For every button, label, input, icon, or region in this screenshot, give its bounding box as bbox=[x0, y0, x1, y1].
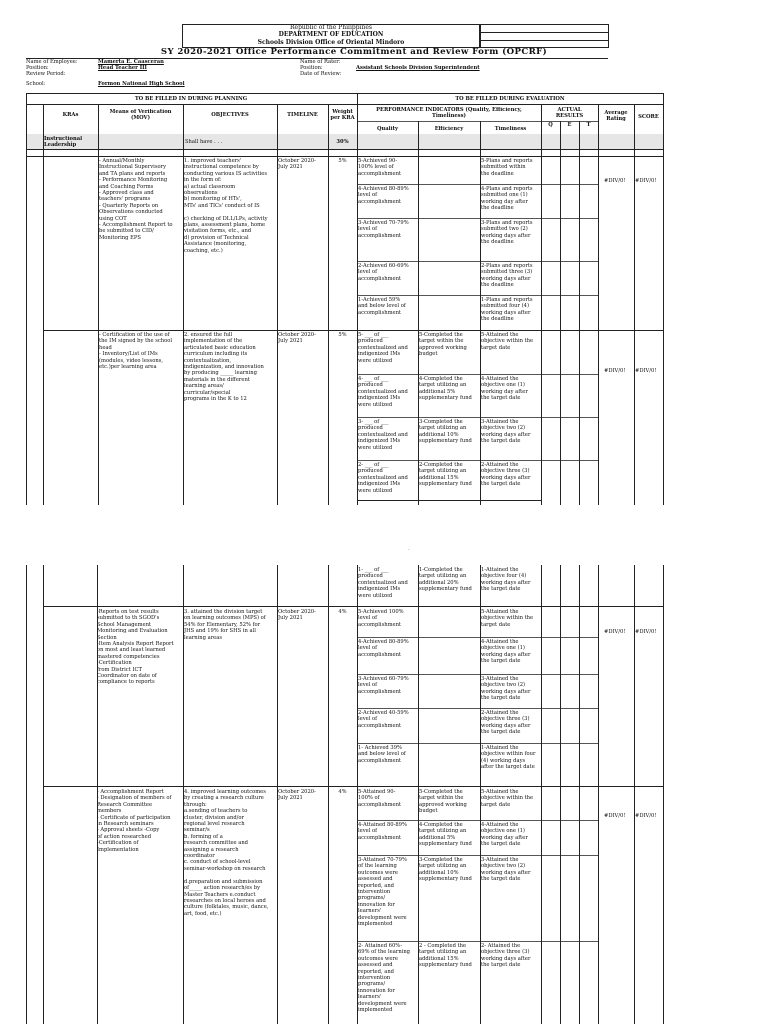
col-line bbox=[277, 104, 278, 156]
objective-2-quality-5: 5- ___ of ___ produced contextualized and indigenized IMs were utilized bbox=[358, 332, 408, 364]
objective-1-timeliness-2: 2-Plans and reports submitted three (3) working days after the deadline bbox=[481, 263, 533, 289]
header-score: SCORE bbox=[638, 114, 659, 120]
objective-4-efficiency-5: 5-Completed the target within the approved working budget bbox=[419, 789, 467, 815]
label-date-review: Date of Review: bbox=[300, 71, 342, 77]
objective-3-bottom bbox=[43, 786, 663, 787]
objective-3-quality-2: 2-Achieved 40-59% level of accomplishment bbox=[358, 710, 409, 729]
col-line bbox=[598, 104, 599, 156]
label-employee: Name of Employee: bbox=[26, 59, 78, 65]
row-line bbox=[357, 743, 598, 744]
perf-subheader-line bbox=[357, 121, 541, 122]
header-divider bbox=[480, 40, 609, 41]
col-line bbox=[663, 93, 664, 156]
col-line bbox=[541, 156, 542, 505]
col-line bbox=[480, 565, 481, 1024]
objective-2-mov: - Certification of the use of the IM signed by the school head - Inventory/List of IMs (modules, video lessons, etc.)per learning area bbox=[99, 332, 173, 371]
row-line bbox=[357, 708, 598, 709]
header-t: T bbox=[586, 122, 591, 128]
col-line bbox=[598, 565, 599, 1024]
col-line bbox=[663, 565, 664, 1024]
objective-4-timeliness-2: 2- Attained the objective three (3) working days after the target date bbox=[481, 943, 531, 969]
row-line bbox=[357, 674, 598, 675]
col-line bbox=[26, 156, 27, 505]
rater-position: Assistant Schools Division Superintendent bbox=[356, 65, 480, 71]
objective-2-timeliness-1: 1-Attained the objective four (4) working days after the target date bbox=[481, 567, 531, 593]
objective-1-bottom bbox=[43, 330, 663, 331]
objective-2-timeliness-3: 3-Attained the objective two (2) working days after the target date bbox=[481, 419, 531, 445]
col-line bbox=[560, 121, 561, 156]
header-timeline: TIMELINE bbox=[287, 112, 318, 118]
objective-2-quality-3: 3- ___ of ___ produced contextualized and indigenized IMs were utilized bbox=[358, 419, 408, 451]
col-line bbox=[480, 156, 481, 505]
objective-4-efficiency-4: 4-Completed the target utilizing an additional 5% supplementary fund bbox=[419, 822, 472, 848]
page-break-dot: . bbox=[408, 545, 410, 552]
header-box-right bbox=[480, 24, 609, 48]
row-line bbox=[357, 374, 598, 375]
republic-line: Republic of the Philippines bbox=[290, 24, 372, 31]
col-line bbox=[97, 565, 98, 1024]
objective-2-quality-2: 2- ___ of ___ produced contextualized and indigenized IMs were utilized bbox=[358, 462, 408, 494]
row-line bbox=[357, 261, 598, 262]
objective-1-quality-2: 2-Achieved 60-69% level of accomplishment bbox=[358, 263, 409, 282]
row-line bbox=[357, 417, 598, 418]
objective-2-timeliness-2: 2-Attained the objective three (3) working days after the target date bbox=[481, 462, 531, 488]
objective-4-timeliness-4: 4-Attained the objective one (1) working day after the target date bbox=[481, 822, 528, 848]
kra-weight: 30% bbox=[336, 139, 349, 145]
col-line bbox=[579, 121, 580, 156]
col-line bbox=[98, 104, 99, 156]
objective-3-timeliness-2: 2-Attained the objective three (3) working days after the target date bbox=[481, 710, 531, 736]
col-line bbox=[598, 156, 599, 505]
kra-objective-shall-have: Shall have . . . bbox=[185, 139, 223, 145]
row-line bbox=[357, 184, 598, 185]
row-line bbox=[357, 941, 598, 942]
objective-3-average: #DIV/0! bbox=[604, 629, 626, 635]
col-line bbox=[634, 104, 635, 156]
objective-3-timeliness-1: 1-Attained the objective within four (4) working days after the target date bbox=[481, 745, 536, 771]
objective-3-timeline: October 2020- July 2021 bbox=[278, 609, 316, 622]
objective-1-quality-4: 4-Achieved 80-89% level of accomplishment bbox=[358, 186, 409, 205]
objective-1-quality-3: 3-Achieved 70-79% level of accomplishment bbox=[358, 220, 409, 239]
col-line bbox=[634, 565, 635, 1024]
objective-2-text: 2. ensured the full implementation of the articulated basic education curriculum including its contextualization, indigenization, and innovation by producing _____ learning materials in the different learning areas/ curricular/special programs in the K to 12 bbox=[184, 332, 264, 403]
objective-3-timeliness-3: 3-Attained the objective two (2) working days after the target date bbox=[481, 676, 531, 702]
objective-4-quality-2: 2- Attained 60%- 69% of the learning outcomes were assessed and reported, and intervention programs/ innovation for learners' development were implemented bbox=[358, 943, 410, 1014]
objective-4-timeline: October 2020- July 2021 bbox=[278, 789, 316, 802]
objective-4-timeliness-5: 5-Attained the objective within the target date bbox=[481, 789, 534, 808]
col-line bbox=[634, 156, 635, 505]
objective-3-timeliness-5: 5-Attained the objective within the target date bbox=[481, 609, 534, 628]
kra-row-gap-bottom bbox=[26, 156, 663, 157]
employee-position: Head Teacher III bbox=[98, 65, 147, 71]
objective-4-weight: 4% bbox=[338, 789, 347, 795]
section-planning: TO BE FILLED IN DURING PLANNING bbox=[134, 96, 248, 102]
objective-4-mov: - Accomplishment Report - Designation of members of Research Committee members - Certificate of participation in Research seminars - Approval sheets -Copy of action researched -Certification of Implementation bbox=[97, 789, 172, 853]
header-performance: PERFORMANCE INDICATORS (Quality, Efficiency, Timeliness) bbox=[376, 107, 522, 120]
row-line bbox=[357, 820, 598, 821]
section-line bbox=[26, 104, 663, 105]
col-line bbox=[560, 156, 561, 505]
col-line bbox=[43, 156, 44, 505]
col-line bbox=[26, 565, 27, 1024]
label-rater-position: Position: bbox=[300, 65, 323, 71]
header-q: Q bbox=[548, 122, 553, 128]
table-top-line bbox=[26, 93, 663, 94]
header-mov: Means of Verification (MOV) bbox=[109, 109, 172, 122]
objective-2-quality-1: 1- ___ of ___ produced contextualized and indigenized IMs were utilized bbox=[358, 567, 408, 599]
col-line bbox=[26, 93, 27, 156]
col-line bbox=[480, 121, 481, 156]
objective-1-timeliness-1: 1-Plans and reports submitted four (4) working days after the deadline bbox=[481, 297, 533, 323]
col-line bbox=[357, 93, 358, 156]
col-line bbox=[183, 156, 184, 505]
kra-instructional-leadership: Instructional Leadership bbox=[44, 136, 83, 149]
objective-1-timeliness-5: 5-Plans and reports submitted within the deadline bbox=[481, 158, 533, 177]
objective-4-quality-3: 3-Attained 70-79% of the learning outcomes were assessed and reported, and intervention programs/ innovation for learners' development were implemented bbox=[358, 857, 407, 928]
header-quality: Quality bbox=[376, 126, 398, 132]
col-line bbox=[663, 156, 664, 505]
actual-subheader-line bbox=[541, 121, 598, 122]
kra-row-bottom bbox=[26, 149, 663, 150]
objective-1-timeline: October 2020- July 2021 bbox=[278, 158, 316, 171]
col-line bbox=[43, 104, 44, 156]
objective-3-quality-4: 4-Achieved 80-89% level of accomplishment bbox=[358, 639, 409, 658]
col-line bbox=[328, 156, 329, 505]
division-line: Schools Division Office of Oriental Mindoro bbox=[257, 39, 405, 46]
objective-1-timeliness-4: 4-Plans and reports submitted one (1) working day after the deadline bbox=[481, 186, 533, 212]
objective-2-bottom bbox=[43, 606, 663, 607]
col-line bbox=[418, 121, 419, 156]
page-1-bottom bbox=[357, 500, 541, 501]
col-line bbox=[98, 156, 99, 505]
row-line bbox=[357, 855, 598, 856]
objective-1-average: #DIV/0! bbox=[604, 178, 626, 184]
employee-name: Mamerta E. Caasceran bbox=[98, 59, 164, 65]
objective-3-mov: -Reports on test results submitted to th SGOD's School Management Monitoring and Evaluation Section -Item Analysis Report Report on most and least learned mastered competencies -Certification from District ICT Coordinator on date of compliance to reports bbox=[97, 609, 174, 686]
objective-4-timeliness-3: 3-Attained the objective two (2) working days after the target date bbox=[481, 857, 531, 883]
row-line bbox=[357, 637, 598, 638]
objective-2-efficiency-2: 2-Completed the target utilizing an additional 15% supplementary fund bbox=[419, 462, 472, 488]
label-review-period: Review Period: bbox=[26, 71, 66, 77]
col-line bbox=[579, 156, 580, 505]
row-line bbox=[357, 218, 598, 219]
col-line bbox=[277, 156, 278, 505]
objective-2-quality-4: 4- ___ of ___ produced contextualized and indigenized IMs were utilized bbox=[358, 376, 408, 408]
col-line bbox=[277, 565, 278, 1024]
col-line bbox=[328, 565, 329, 1024]
objective-2-timeliness-5: 5-Attained the objective within the target date bbox=[481, 332, 534, 351]
col-line bbox=[357, 565, 358, 1024]
label-position: Position: bbox=[26, 65, 49, 71]
objective-1-quality-1: 1-Achieved 59% and below level of accomplishment bbox=[358, 297, 406, 316]
objective-1-quality-5: 5-Achieved 90- 100% level of accomplishment bbox=[358, 158, 402, 177]
label-school: School: bbox=[26, 81, 46, 87]
header-average: Average Rating bbox=[604, 110, 628, 123]
col-line bbox=[328, 104, 329, 156]
row-line bbox=[357, 295, 598, 296]
objective-4-average: #DIV/0! bbox=[604, 813, 626, 819]
objective-3-quality-3: 3-Achieved 60-79% level of accomplishment bbox=[358, 676, 409, 695]
form-title: SY 2020-2021 Office Performance Commitment and Review Form (OPCRF) bbox=[160, 47, 548, 57]
row-line bbox=[357, 460, 598, 461]
objective-3-quality-5: 5-Achieved 100% level of accomplishment bbox=[358, 609, 404, 628]
objective-1-score: #DIV/0! bbox=[635, 178, 657, 184]
col-line bbox=[418, 565, 419, 1024]
col-line bbox=[357, 156, 358, 505]
col-line bbox=[579, 565, 580, 1024]
objective-3-timeliness-4: 4-Attained the objective one (1) working days after the target date bbox=[481, 639, 531, 665]
objective-3-weight: 4% bbox=[338, 609, 347, 615]
header-e: E bbox=[567, 122, 572, 128]
objective-4-score: #DIV/0! bbox=[635, 813, 657, 819]
objective-2-weight: 5% bbox=[338, 332, 347, 338]
objective-2-average: #DIV/0! bbox=[604, 368, 626, 374]
objective-2-timeline: October 2020- July 2021 bbox=[278, 332, 316, 345]
col-line bbox=[560, 565, 561, 1024]
header-objectives: OBJECTIVES bbox=[211, 112, 249, 118]
objective-2-efficiency-5: 5-Completed the target within the approved working budget bbox=[419, 332, 467, 358]
col-line bbox=[183, 565, 184, 1024]
header-timeliness: Timeliness bbox=[494, 126, 527, 132]
header-weight: Weight per KRA bbox=[330, 109, 355, 122]
objective-4-text: 4. improved learning outcomes by creating a research culture through: a.sending of teachers to cluster, division and/or regional level research seminar/s b. forming of a research committee and assigning a research coordinator c. conduct of school-level seminar-workshop on research d.preparation and submission of_____ action research/es by Master Teachers e.conduct researches on local heroes and culture (folktales, music, dance, art, food, etc.) bbox=[184, 789, 269, 917]
objective-1-weight: 5% bbox=[338, 158, 347, 164]
col-line bbox=[418, 156, 419, 505]
objective-1-timeliness-3: 3-Plans and reports submitted two (2) working days after the deadline bbox=[481, 220, 533, 246]
objective-4-efficiency-2: 2 - Completed the target utilizing an additional 15% supplementary fund bbox=[419, 943, 472, 969]
objective-4-efficiency-3: 3-Completed the target utilizing an additional 10% supplementary fund bbox=[419, 857, 472, 883]
objective-2-efficiency-4: 4-Completed the target utilizing an additional 5% supplementary fund bbox=[419, 376, 472, 402]
objective-2-score: #DIV/0! bbox=[635, 368, 657, 374]
objective-3-quality-1: 1- Achieved 39% and below level of accomplishment bbox=[358, 745, 406, 764]
objective-3-text: 3. attained the division target on learning outcomes (MPS) of 54% for Elementary, 52% for JHS and 19% for SHS in all learning areas bbox=[184, 609, 266, 641]
objective-2-efficiency-3: 3-Completed the target utilizing an additional 10% supplementary fund bbox=[419, 419, 472, 445]
school-name: Formon National High School bbox=[98, 81, 185, 87]
objective-1-mov: - Annual/Monthly Instructional Supervisory and TA plans and reports - Performance Monitoring and Coaching Forms - Approved class and teachers' programs - Quarterly Reports on Observations conducted using COT - Accomplishment Report to be submitted to CID/ Monitoring EPS bbox=[99, 158, 173, 241]
col-line bbox=[541, 565, 542, 1024]
header-kras: KRAs bbox=[62, 112, 79, 118]
objective-4-quality-5: 5-Attained 90- 100% of accomplishment bbox=[358, 789, 402, 808]
header-divider bbox=[480, 32, 609, 33]
section-evaluation: TO BE FILLED DURING EVALUATION bbox=[455, 96, 565, 102]
label-rater: Name of Rater: bbox=[300, 59, 341, 65]
objective-2-efficiency-1: 1-Completed the target utilizing an additional 20% supplementary fund bbox=[419, 567, 472, 593]
col-line bbox=[541, 104, 542, 156]
col-line bbox=[183, 104, 184, 156]
department-line: DEPARTMENT OF EDUCATION bbox=[278, 31, 384, 38]
header-actual-results: ACTUAL RESULTS bbox=[555, 107, 584, 120]
objective-1-text: 1. improved teachers' instructional competence by conducting various IS activities in the form of: a) actual classroom observations b) monitoring of HTs', MTs' and TICs' conduct of IS c) checking of DLL/LPs, activity plans, assessment plans, home visitation forms, etc., and d) provision of Technical Assistance (monitoring, coaching, etc.) bbox=[184, 158, 268, 254]
objective-3-score: #DIV/0! bbox=[635, 629, 657, 635]
objective-2-timeliness-4: 4-Attained the objective one (1) working day after the target date bbox=[481, 376, 528, 402]
objective-4-quality-4: 4-Attained 80-89% level of accomplishment bbox=[358, 822, 407, 841]
header-efficiency: Efficiency bbox=[434, 126, 464, 132]
col-line bbox=[43, 565, 44, 1024]
